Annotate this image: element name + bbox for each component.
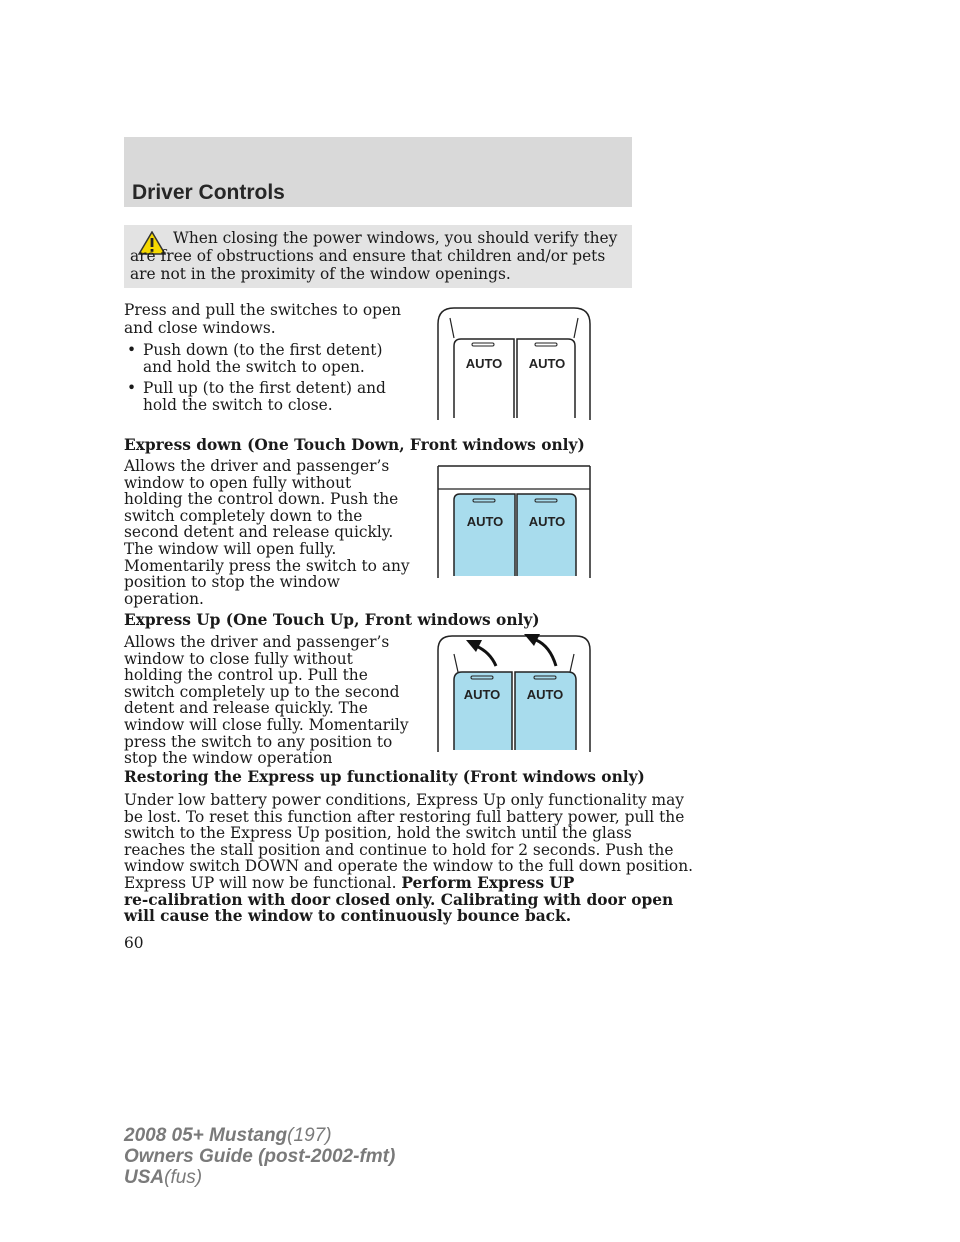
window-switch-figure-express-down (436, 464, 592, 578)
right-switch-pressed (517, 494, 576, 576)
intro-line-2: and close windows. (124, 319, 276, 337)
left-auto-label: AUTO (465, 356, 503, 371)
page-number: 60 (124, 934, 144, 952)
left-switch-pulled (454, 672, 512, 750)
express-down-heading: Express down (One Touch Down, Front windows only) (124, 436, 585, 454)
restoring-text: Under low battery power conditions, Express Up only functionality may be lost. To reset this function after restoring full battery power, pull the switch to the Express Up position, hold the switch until the glass reaches the stall position and continue to hold for 2 seconds. Push the window switch DOWN and operate the window to the full down position. Express UP will now be functional. Perform Express UP re-calibration with door closed only. Calibrating with door open will cause the window to continuously bounce back. (124, 791, 693, 926)
left-switch (454, 339, 514, 418)
left-auto-label: AUTO (463, 687, 501, 702)
bullet-open-line-2: and hold the switch to open. (143, 357, 365, 376)
intro-line-1: Press and pull the switches to open (124, 301, 402, 319)
express-up-heading: Express Up (One Touch Up, Front windows only) (124, 611, 540, 629)
express-down-text: Allows the driver and passenger’s window to open fully without holding the control down. Push the switch completely down to the second detent and release quickly. The window will open fully. Momentarily press the switch to any position to stop the window operation. (124, 457, 410, 608)
window-switch-figure-express-up (436, 632, 592, 752)
section-title: Driver Controls (132, 181, 285, 204)
footer: 2008 05+ Mustang(197) Owners Guide (post-2002-fmt) USA(fus) (124, 1125, 396, 1188)
bullet-open: • Push down (to the first detent) and hold the switch to open. (127, 341, 383, 376)
bullet-close: • Pull up (to the first detent) and hold the switch to close. (127, 379, 386, 414)
bullet-close-line-1: Pull up (to the first detent) and (143, 379, 386, 397)
right-auto-label: AUTO (526, 687, 564, 702)
bullet-close-line-2: hold the switch to close. (143, 395, 333, 414)
right-switch (517, 339, 575, 418)
restoring-heading: Restoring the Express up functionality (Front windows only) (124, 768, 645, 786)
warning-text: When closing the power windows, you should verify they are free of obstructions and ensure that children and/or pets are not in the proximity of the window openings. (130, 229, 618, 283)
left-auto-label: AUTO (466, 514, 504, 529)
warning-box (124, 225, 632, 288)
left-switch-pressed (454, 494, 515, 576)
bullet-open-line-1: Push down (to the first detent) (143, 341, 383, 359)
right-auto-label: AUTO (528, 514, 566, 529)
window-switch-figure-neutral (436, 306, 592, 420)
right-auto-label: AUTO (528, 356, 566, 371)
right-switch-pulled (515, 672, 576, 750)
pull-up-arrow-right-icon (524, 634, 556, 666)
pull-up-arrow-left-icon (466, 640, 496, 666)
express-up-text: Allows the driver and passenger’s window to close fully without holding the control up. Pull the switch completely up to the second detent and release quickly. The window will close fully. Momentarily press the switch to any position to stop the window operation (124, 633, 409, 768)
section-header (124, 137, 632, 207)
